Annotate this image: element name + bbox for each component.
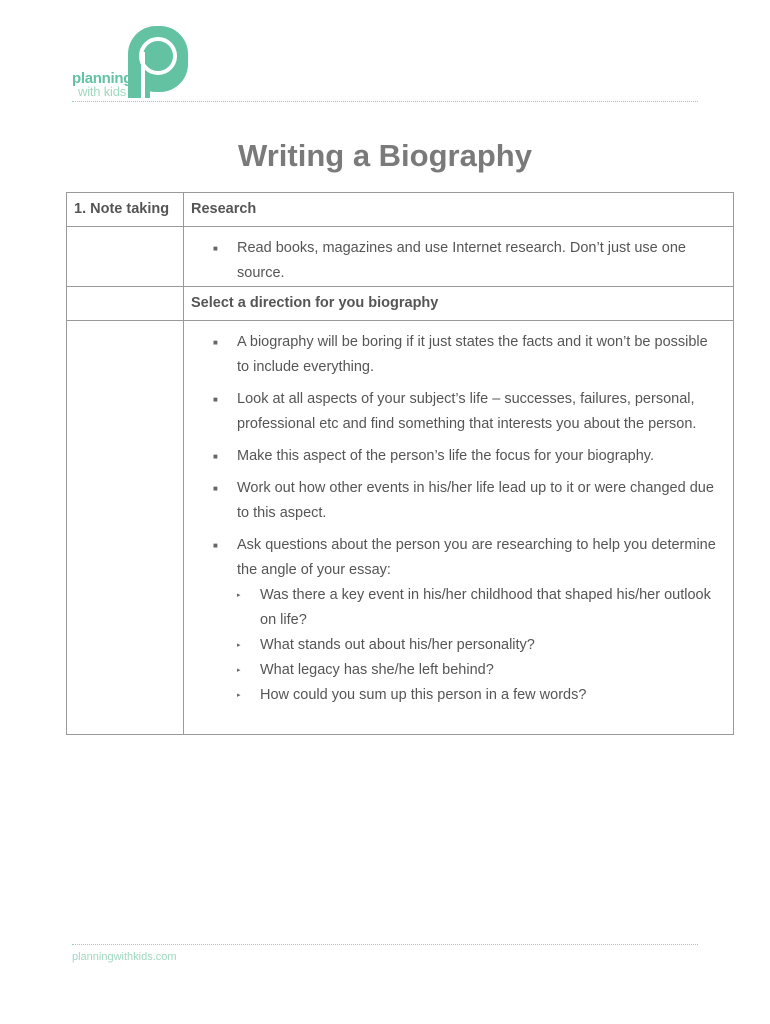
list-item: ■ A biography will be boring if it just states the facts and it won’t be possible to include everything. — [184, 330, 723, 380]
logo-word-planning: planning — [72, 70, 133, 87]
list-item: ■ Look at all aspects of your subject’s life – successes, failures, personal, professional etc and find something that interests you about the person. — [184, 387, 723, 437]
section-heading-cell — [184, 287, 734, 321]
list-item: ■ Ask questions about the person you are researching to help you determine the angle of your essay: ▸ Was there a key event in his/her childhood that shaped his/her outlook on life? ▸ What stands out about his/her personality? ▸ What legacy has she/he left behind? ▸ How could you sum up this person in a few words? — [184, 533, 723, 708]
square-bullet-icon: ■ — [213, 484, 218, 493]
table-row — [67, 227, 734, 287]
direction-items-cell — [184, 321, 734, 735]
square-bullet-icon: ■ — [213, 541, 218, 550]
note-taking-label: 1. Note taking — [74, 201, 170, 217]
sublist-item: ▸ What stands out about his/her personality? — [237, 633, 723, 658]
direction-heading: Select a direction for you biography — [191, 295, 439, 311]
list-item: ■ Make this aspect of the person’s life the focus for your biography. — [184, 444, 723, 469]
logo-word-with-kids: with kids — [78, 84, 127, 99]
planning-with-kids-logo-mark — [126, 22, 190, 98]
triangle-bullet-icon: ▸ — [237, 692, 241, 699]
direction-list — [184, 321, 733, 708]
square-bullet-icon: ■ — [213, 244, 218, 253]
list-item: ■ Read books, magazines and use Internet research. Don’t just use one source. — [184, 236, 723, 286]
footer-url: planningwithkids.com — [72, 951, 177, 963]
empty-cell — [67, 321, 184, 735]
section-label-cell — [67, 193, 184, 227]
list-item: ■ Work out how other events in his/her life lead up to it or were changed due to this aspect. — [184, 476, 723, 526]
sublist-item: ▸ How could you sum up this person in a few words? — [237, 683, 723, 708]
sublist-item: ▸ Was there a key event in his/her childhood that shaped his/her outlook on life? — [237, 583, 723, 633]
triangle-bullet-icon: ▸ — [237, 667, 241, 674]
section-heading-cell — [184, 193, 734, 227]
empty-cell — [67, 287, 184, 321]
research-items-cell — [184, 227, 734, 287]
table-row — [67, 193, 734, 227]
brand-logo — [72, 22, 202, 100]
square-bullet-icon: ■ — [213, 395, 218, 404]
research-heading: Research — [191, 201, 257, 217]
triangle-bullet-icon: ▸ — [237, 592, 241, 599]
header-divider — [72, 101, 698, 102]
sublist-item: ▸ What legacy has she/he left behind? — [237, 658, 723, 683]
table-row — [67, 321, 734, 735]
note-taking-table — [66, 192, 734, 735]
table-row — [67, 287, 734, 321]
square-bullet-icon: ■ — [213, 452, 218, 461]
footer-divider — [72, 944, 698, 945]
research-list — [184, 227, 733, 286]
empty-cell — [67, 227, 184, 287]
page-title: Writing a Biography — [238, 138, 532, 173]
question-sublist — [237, 583, 723, 708]
triangle-bullet-icon: ▸ — [237, 642, 241, 649]
square-bullet-icon: ■ — [213, 338, 218, 347]
